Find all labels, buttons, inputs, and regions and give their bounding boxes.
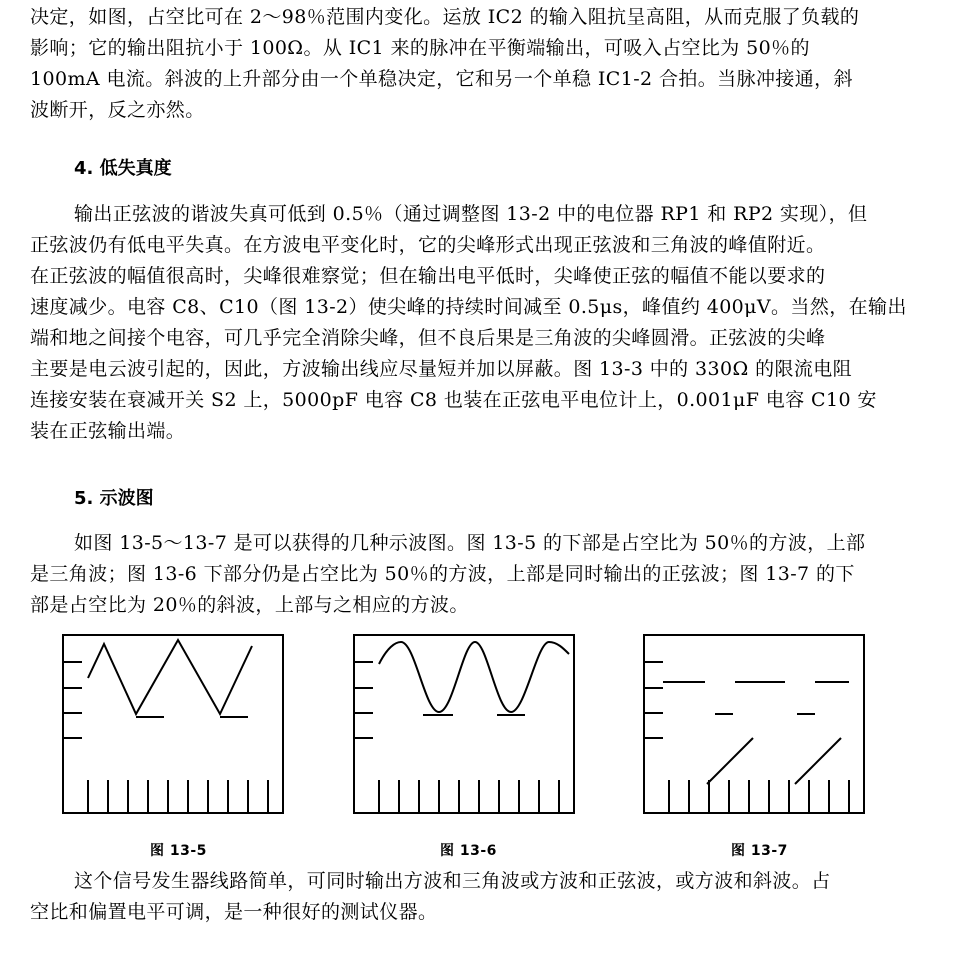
text-line: 端和地之间接个电容，可几乎完全消除尖峰，但不良后果是三角波的尖峰圆滑。正弦波的尖峰 (30, 327, 826, 349)
figure-13-5 (62, 634, 284, 814)
oscillogram-square-ramp (643, 634, 865, 814)
text-line: 输出正弦波的谐波失真可低到 0.5％（通过调整图 13-2 中的电位器 RP1 和 RP2 实现），但 (74, 203, 868, 225)
text-line: 连接安装在衰减开关 S2 上，5000pF 电容 C8 也装在正弦电平电位计上，0.001μF 电容 C10 安 (30, 389, 877, 411)
text-line: 如图 13-5～13-7 是可以获得的几种示波图。图 13-5 的下部是占空比为 50％的方波，上部 (74, 532, 866, 554)
figure-13-6 (353, 634, 575, 814)
oscillogram-sine-square (353, 634, 575, 814)
figure-caption: 图 13-7 (731, 843, 788, 859)
section-4-heading: 4. 低失真度 (74, 158, 172, 179)
text-line: 部是占空比为 20％的斜波，上部与之相应的方波。 (30, 594, 469, 616)
paragraph-bottom (30, 866, 910, 928)
text-line: 决定，如图，占空比可在 2～98％范围内变化。运放 IC2 的输入阻抗呈高阻，从而克服了负载的 (30, 6, 860, 28)
text-line: 空比和偏置电平可调，是一种很好的测试仪器。 (30, 901, 438, 923)
text-line: 影响；它的输出阻抗小于 100Ω。从 IC1 来的脉冲在平衡端输出，可吸入占空比为 50％的 (30, 37, 810, 59)
paragraph-section-4 (30, 199, 910, 447)
text-line: 在正弦波的幅值很高时，尖峰很难察觉；但在输出电平低时，尖峰使正弦的幅值不能以要求的 (30, 265, 826, 287)
section-5-heading: 5. 示波图 (74, 488, 154, 509)
oscillogram-triangle-square (62, 634, 284, 814)
text-line: 装在正弦输出端。 (30, 420, 186, 442)
text-line: 主要是电云波引起的，因此，方波输出线应尽量短并加以屏蔽。图 13-3 中的 330Ω 的限流电阻 (30, 358, 853, 380)
text-line: 正弦波仍有低电平失真。在方波电平变化时，它的尖峰形式出现正弦波和三角波的峰值附近。 (30, 234, 826, 256)
text-line: 这个信号发生器线路简单，可同时输出方波和三角波或方波和正弦波，或方波和斜波。占 (74, 870, 831, 892)
paragraph-top (30, 2, 910, 126)
text-line: 速度减少。电容 C8、C10（图 13-2）使尖峰的持续时间减至 0.5μs，峰值约 400μV。当然，在输出 (30, 296, 907, 318)
figure-caption: 图 13-6 (440, 843, 497, 859)
figure-13-7 (643, 634, 865, 814)
text-line: 波断开，反之亦然。 (30, 99, 205, 121)
figure-caption: 图 13-5 (150, 843, 207, 859)
text-line: 是三角波；图 13-6 下部分仍是占空比为 50％的方波，上部是同时输出的正弦波；图 13-7 的下 (30, 563, 855, 585)
text-line: 100mA 电流。斜波的上升部分由一个单稳决定，它和另一个单稳 IC1-2 合拍。当脉冲接通，斜 (30, 68, 853, 90)
paragraph-section-5 (30, 528, 910, 621)
